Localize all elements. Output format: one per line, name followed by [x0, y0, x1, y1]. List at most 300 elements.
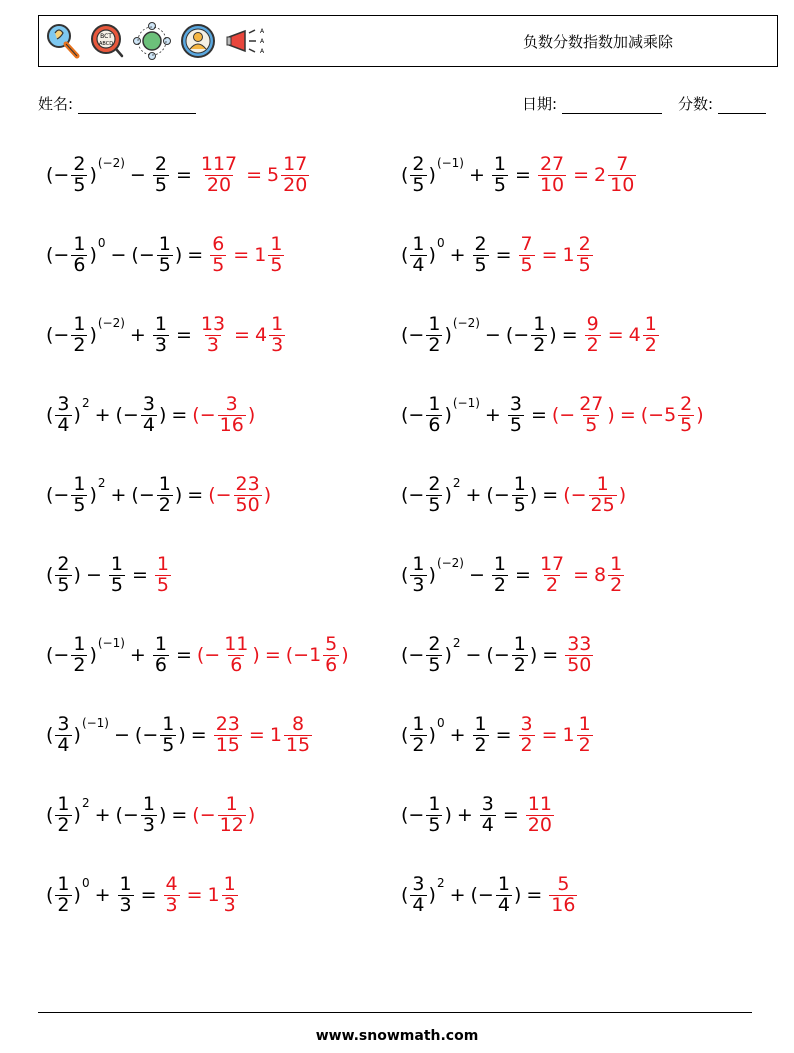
whole-number: −5 [648, 404, 677, 426]
svg-text:BCT: BCT [100, 33, 112, 40]
whole-number: 2 [594, 164, 607, 186]
operator: + [449, 244, 466, 266]
answer [563, 472, 627, 516]
fraction [531, 312, 547, 356]
parenthesis: ( [208, 484, 216, 506]
fraction [678, 392, 694, 436]
fraction [281, 152, 309, 196]
operator: − [465, 644, 482, 666]
numerator: 3 [57, 712, 70, 735]
whole-number: 1 [207, 884, 220, 906]
numerator: 3 [225, 392, 238, 415]
problem-7 [46, 387, 255, 443]
numerator: 1 [225, 792, 238, 815]
problem-6 [401, 307, 661, 363]
numerator: 1 [428, 792, 441, 815]
denominator: 5 [154, 173, 167, 196]
parenthesis: ( [46, 164, 54, 186]
exponent: (−1) [452, 396, 480, 410]
denominator: 50 [567, 653, 592, 676]
fraction [141, 392, 157, 436]
numerator: 1 [110, 552, 123, 575]
minus-sign: − [53, 244, 70, 266]
operator: − [469, 564, 485, 586]
numerator: 23 [235, 472, 260, 495]
fraction [214, 712, 242, 756]
problem-1 [46, 147, 311, 203]
parenthesis: ) [444, 644, 452, 666]
fraction [538, 152, 566, 196]
operator: + [94, 404, 111, 426]
minus-sign: − [199, 404, 216, 426]
numerator: 1 [154, 632, 167, 655]
problem-9 [46, 467, 271, 523]
denominator: 20 [283, 173, 308, 196]
numerator: 27 [539, 152, 565, 175]
fraction [538, 552, 566, 596]
parenthesis: ) [73, 404, 81, 426]
whole-number: 5 [267, 164, 280, 186]
numerator: 2 [680, 392, 693, 415]
denominator: 5 [513, 493, 526, 516]
operator: + [94, 884, 111, 906]
denominator: 3 [271, 333, 284, 356]
denominator: 3 [412, 573, 425, 596]
name-blank[interactable] [78, 99, 196, 114]
operator: − [484, 324, 501, 346]
exponent: 2 [452, 636, 461, 650]
operator: − [110, 244, 127, 266]
fraction [155, 552, 171, 596]
parenthesis: ( [401, 244, 409, 266]
fraction [492, 152, 508, 196]
fraction [210, 232, 226, 276]
fraction [577, 392, 605, 436]
denominator: 5 [57, 573, 70, 596]
whole-number: −1 [293, 644, 322, 666]
denominator: 5 [110, 573, 123, 596]
parenthesis: ( [115, 404, 123, 426]
denominator: 2 [428, 333, 441, 356]
parenthesis: ( [486, 484, 494, 506]
operator: = [186, 884, 203, 906]
fraction [585, 312, 601, 356]
denominator: 25 [590, 493, 615, 516]
numerator: 3 [412, 872, 425, 895]
parenthesis: ( [401, 404, 409, 426]
fraction [55, 712, 71, 756]
parenthesis: ) [73, 564, 81, 586]
operator: = [171, 804, 188, 826]
fraction [71, 632, 87, 676]
parenthesis: ) [444, 804, 452, 826]
minus-sign: − [408, 324, 425, 346]
exponent: 2 [97, 476, 106, 490]
parenthesis: ( [46, 324, 54, 346]
parenthesis: ( [486, 644, 494, 666]
fraction [410, 232, 426, 276]
fraction [55, 792, 71, 836]
minus-sign: − [493, 644, 510, 666]
parenthesis: ) [247, 404, 256, 426]
fraction [157, 232, 173, 276]
fraction [410, 872, 426, 916]
score-blank[interactable] [718, 99, 766, 114]
parenthesis: ) [428, 164, 436, 186]
fraction [109, 552, 125, 596]
minus-sign: − [122, 404, 139, 426]
denominator: 5 [270, 253, 283, 276]
whole-number: 4 [254, 324, 268, 346]
problem-16 [401, 707, 595, 763]
svg-text:A: A [260, 48, 265, 55]
numerator: 1 [578, 712, 591, 735]
parenthesis: ( [46, 644, 54, 666]
fraction [496, 872, 512, 916]
problem-19 [46, 867, 240, 923]
minus-sign: − [53, 164, 70, 186]
numerator: 1 [73, 472, 86, 495]
parenthesis: ( [401, 324, 409, 346]
parenthesis: ) [444, 324, 452, 346]
target-icon [89, 21, 125, 61]
denominator: 5 [412, 173, 425, 196]
denominator: 5 [158, 253, 171, 276]
operator: = [264, 644, 281, 666]
denominator: 20 [527, 813, 552, 836]
numerator: 1 [493, 152, 507, 175]
header-icons [45, 21, 265, 61]
operator: = [530, 404, 547, 426]
numerator: 1 [223, 872, 236, 895]
denominator: 2 [610, 573, 623, 596]
answer [517, 712, 595, 756]
fraction [426, 792, 442, 836]
operator: = [573, 564, 590, 586]
parenthesis: ( [192, 404, 200, 426]
denominator: 5 [509, 413, 522, 436]
operator: = [234, 324, 250, 346]
denominator: 2 [533, 333, 546, 356]
answer [196, 632, 349, 676]
operator: = [541, 724, 558, 746]
denominator: 2 [578, 733, 591, 756]
problem-17 [46, 787, 255, 843]
operator: + [129, 324, 146, 346]
numerator: 1 [162, 712, 175, 735]
minus-sign: − [53, 644, 70, 666]
fraction [473, 712, 489, 756]
problem-20 [401, 867, 579, 923]
parenthesis: ) [247, 804, 256, 826]
operator: + [456, 804, 473, 826]
parenthesis: ( [401, 884, 409, 906]
parenthesis: ( [46, 564, 54, 586]
fraction [565, 632, 593, 676]
answer [197, 152, 311, 196]
numerator: 1 [493, 552, 507, 575]
numerator: 1 [533, 312, 546, 335]
denominator: 2 [474, 733, 487, 756]
operator: = [561, 324, 578, 346]
fraction [512, 472, 528, 516]
name-field [38, 93, 196, 114]
worksheet-title: 负数分数指数加减乘除 [522, 33, 673, 51]
denominator: 4 [57, 413, 70, 436]
minus-sign: − [477, 884, 494, 906]
fraction [284, 712, 312, 756]
operator: − [85, 564, 102, 586]
answer [208, 232, 286, 276]
numerator: 1 [73, 232, 86, 255]
denominator: 50 [235, 493, 260, 516]
parenthesis: ( [470, 884, 478, 906]
parenthesis: ) [158, 404, 167, 426]
parenthesis: ) [607, 404, 615, 426]
minus-sign: − [53, 324, 70, 346]
fraction [199, 152, 239, 196]
problem-4 [401, 227, 595, 283]
numerator: 1 [73, 632, 86, 655]
whole-number: 1 [269, 724, 282, 746]
problem-15 [46, 707, 314, 763]
parenthesis: ( [505, 324, 514, 346]
numerator: 11 [224, 632, 249, 655]
numerator: 1 [154, 312, 167, 335]
problem-2 [401, 147, 638, 203]
operator: + [110, 484, 127, 506]
operator: = [187, 484, 204, 506]
minus-sign: − [408, 404, 425, 426]
problem-11 [46, 547, 173, 603]
numerator: 33 [567, 632, 592, 655]
denominator: 3 [223, 893, 236, 916]
network-icon [133, 21, 171, 61]
parenthesis: ( [131, 484, 139, 506]
problem-8 [401, 387, 704, 443]
numerator: 1 [497, 872, 510, 895]
operator: = [175, 644, 192, 666]
parenthesis: ( [401, 164, 409, 186]
fraction [268, 232, 284, 276]
operator: = [526, 884, 543, 906]
footer-url: www.snowmath.com [315, 1028, 479, 1044]
parenthesis: ) [428, 244, 436, 266]
denominator: 6 [325, 653, 338, 676]
denominator: 2 [412, 733, 425, 756]
fraction [55, 552, 71, 596]
numerator: 1 [644, 312, 657, 335]
parenthesis: ) [89, 484, 97, 506]
minus-sign: − [215, 484, 232, 506]
operator: = [542, 644, 559, 666]
fraction [222, 872, 238, 916]
numerator: 1 [474, 712, 487, 735]
parenthesis: ) [174, 484, 183, 506]
numerator: 1 [271, 312, 284, 335]
parenthesis: ( [640, 404, 649, 426]
numerator: 7 [520, 232, 533, 255]
denominator: 3 [154, 333, 167, 356]
parenthesis: ) [444, 484, 452, 506]
fraction [71, 472, 87, 516]
parenthesis: ( [192, 804, 200, 826]
denominator: 5 [578, 253, 591, 276]
fraction [153, 152, 169, 196]
minus-sign: − [142, 724, 159, 746]
numerator: 3 [142, 392, 155, 415]
problem-3 [46, 227, 286, 283]
denominator: 6 [230, 653, 243, 676]
denominator: 4 [412, 893, 425, 916]
operator: = [515, 164, 531, 186]
parenthesis: ) [428, 884, 436, 906]
denominator: 20 [206, 173, 232, 196]
fraction [153, 312, 169, 356]
exponent: 0 [436, 236, 445, 250]
operator: = [502, 804, 519, 826]
denominator: 4 [142, 413, 155, 436]
denominator: 3 [206, 333, 219, 356]
denominator: 12 [219, 813, 244, 836]
denominator: 2 [513, 653, 526, 676]
fraction [164, 872, 180, 916]
denominator: 5 [212, 253, 225, 276]
whole-number: 4 [628, 324, 641, 346]
denominator: 5 [428, 653, 441, 676]
parenthesis: ( [46, 404, 54, 426]
date-field [522, 93, 662, 114]
answer [551, 392, 704, 436]
operator: + [465, 484, 482, 506]
numerator: 5 [557, 872, 570, 895]
parenthesis: ) [89, 324, 97, 346]
fraction [157, 472, 173, 516]
fraction [55, 392, 71, 436]
operator: + [449, 884, 466, 906]
operator: = [131, 564, 148, 586]
answer [583, 312, 661, 356]
exponent: (−1) [81, 716, 109, 730]
denominator: 2 [586, 333, 599, 356]
numerator: 3 [481, 792, 494, 815]
denominator: 5 [520, 253, 533, 276]
minus-sign: − [53, 484, 70, 506]
minus-sign: − [199, 804, 216, 826]
numerator: 17 [539, 552, 565, 575]
denominator: 10 [539, 173, 565, 196]
parenthesis: ( [401, 484, 409, 506]
exponent: 0 [81, 876, 90, 890]
operator: = [175, 324, 192, 346]
minus-sign: − [513, 324, 530, 346]
numerator: 1 [57, 872, 70, 895]
numerator: 1 [119, 872, 132, 895]
fraction [71, 232, 87, 276]
denominator: 5 [162, 733, 175, 756]
date-label: 日期: [522, 95, 558, 113]
numerator: 9 [586, 312, 599, 335]
denominator: 4 [481, 813, 494, 836]
parenthesis: ( [134, 724, 143, 746]
fraction [222, 632, 250, 676]
fraction [141, 792, 157, 836]
name-label: 姓名: [38, 95, 74, 113]
parenthesis: ) [89, 164, 97, 186]
problem-5 [46, 307, 287, 363]
parenthesis: ) [696, 404, 704, 426]
parenthesis: ) [428, 724, 436, 746]
parenthesis: ( [131, 244, 139, 266]
parenthesis: ( [46, 244, 54, 266]
parenthesis: ( [401, 724, 409, 746]
fraction [410, 712, 426, 756]
operator: = [515, 564, 531, 586]
denominator: 5 [474, 253, 487, 276]
answer [517, 232, 595, 276]
operator: = [171, 404, 188, 426]
fraction [199, 312, 227, 356]
denominator: 2 [545, 573, 559, 596]
numerator: 17 [283, 152, 308, 175]
parenthesis: ) [529, 484, 538, 506]
denominator: 2 [644, 333, 657, 356]
answer [563, 632, 595, 676]
exponent: (−2) [97, 156, 125, 170]
parenthesis: ) [618, 484, 627, 506]
parenthesis: ) [444, 404, 452, 426]
denominator: 6 [73, 253, 86, 276]
numerator: 3 [57, 392, 70, 415]
parenthesis: ) [73, 884, 81, 906]
footer-divider [38, 1012, 752, 1013]
denominator: 5 [156, 573, 169, 596]
numerator: 2 [73, 152, 86, 175]
megaphone-icon [225, 21, 265, 61]
numerator: 23 [215, 712, 240, 735]
exponent: 0 [436, 716, 445, 730]
date-blank[interactable] [562, 99, 662, 114]
operator: = [542, 484, 559, 506]
parenthesis: ( [196, 644, 205, 666]
numerator: 2 [154, 152, 167, 175]
answer [524, 792, 556, 836]
operator: = [246, 164, 263, 186]
fraction [589, 472, 617, 516]
denominator: 5 [73, 493, 86, 516]
operator: − [114, 724, 130, 746]
parenthesis: ) [513, 884, 522, 906]
fraction [549, 872, 577, 916]
parenthesis: ) [252, 644, 260, 666]
fraction [234, 472, 262, 516]
denominator: 5 [428, 493, 441, 516]
exponent: (−2) [97, 316, 125, 330]
answer [153, 552, 173, 596]
denominator: 15 [215, 733, 240, 756]
parenthesis: ) [341, 644, 349, 666]
operator: = [140, 884, 157, 906]
denominator: 5 [680, 413, 693, 436]
denominator: 10 [610, 173, 635, 196]
numerator: 2 [428, 472, 441, 495]
exponent: 2 [452, 476, 461, 490]
denominator: 5 [428, 813, 441, 836]
parenthesis: ) [178, 724, 186, 746]
minus-sign: − [559, 404, 576, 426]
svg-text:A: A [260, 38, 265, 45]
parenthesis: ) [73, 804, 81, 826]
